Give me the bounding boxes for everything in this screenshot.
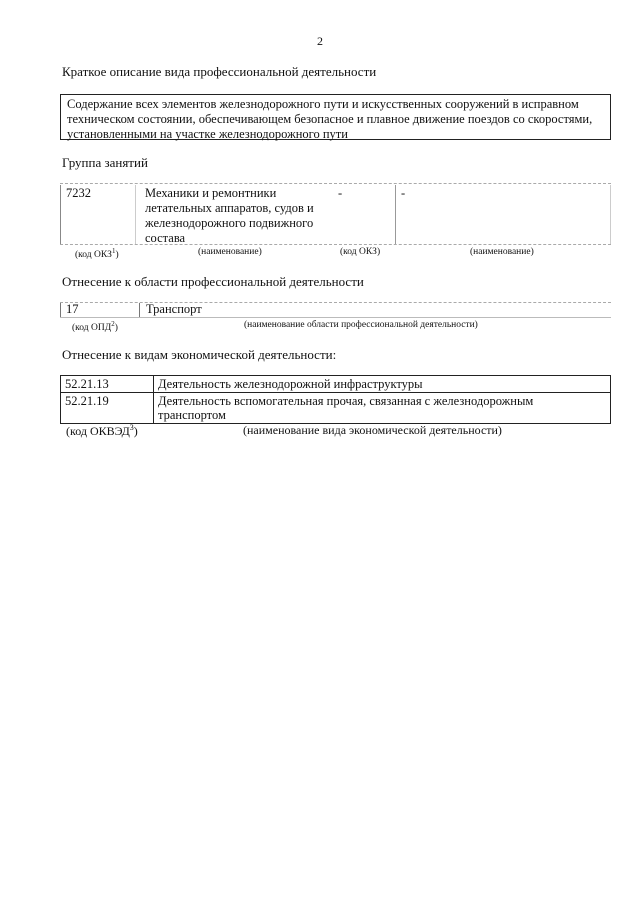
opd-name: Транспорт [146, 302, 202, 316]
professional-area-divider [139, 303, 140, 317]
opd-name-caption: (наименование области профессиональной деятельности) [244, 320, 478, 330]
activity-description-text: Содержание всех элементов железнодорожного пути и искусственных сооружений в исправном техническом состоянии, обеспечивающем безопасное и плавное движение поездов со скоростями, установленными на участке железнодорожного пути [67, 97, 593, 141]
okz-name-2: - [401, 186, 406, 200]
economic-activity-heading: Отнесение к видам экономической деятельности: [62, 347, 337, 362]
occupation-group-divider-1 [135, 185, 136, 244]
occupation-group-heading: Группа занятий [62, 155, 148, 170]
okz-name-1 [145, 186, 335, 246]
table-row [61, 393, 611, 424]
okved-name: Деятельность железнодорожной инфраструктуры [154, 376, 611, 393]
okz-name-1-line: железнодорожного подвижного [145, 216, 314, 230]
okved-name-caption: (наименование вида экономической деятельности) [243, 423, 502, 437]
page-number: 2 [317, 34, 323, 48]
table-row [61, 376, 611, 393]
okved-name: Деятельность вспомогательная прочая, связанная с железнодорожным транспортом [154, 393, 611, 424]
okz-code-2-caption: (код ОКЗ) [340, 247, 381, 257]
okved-code: 52.21.19 [61, 393, 154, 424]
okz-name-2-caption: (наименование) [470, 247, 534, 257]
okz-name-1-line: летательных аппаратов, судов и [145, 201, 314, 215]
okz-code-2: - [338, 186, 343, 200]
opd-code: 17 [66, 302, 79, 316]
opd-code-caption: (код ОПД$^2$) [72, 320, 118, 334]
professional-area-heading: Отнесение к области профессиональной деятельности [62, 274, 364, 289]
okz-name-1-caption: (наименование) [198, 247, 262, 257]
occupation-group-right-border [610, 185, 611, 244]
okz-name-1-line: состава [145, 231, 186, 245]
professional-area-bottom-border [60, 317, 611, 318]
occupation-group-left-border [60, 185, 61, 244]
activity-description-box [60, 94, 611, 140]
professional-area-top-border [60, 302, 611, 303]
occupation-group-divider-2 [395, 185, 396, 244]
okz-code-1-caption: (код ОКЗ$^1$) [75, 247, 119, 261]
okz-code-1: 7232 [66, 186, 91, 200]
okved-table [60, 375, 611, 424]
occupation-group-top-border [60, 183, 611, 184]
professional-area-left-border [60, 303, 61, 317]
activity-description-heading: Краткое описание вида профессиональной деятельности [62, 64, 377, 79]
okved-code: 52.21.13 [61, 376, 154, 393]
okved-code-caption: (код ОКВЭД$^3$) [66, 423, 138, 438]
okz-name-1-line: Механики и ремонтники [145, 186, 277, 200]
occupation-group-bottom-border [60, 244, 611, 245]
